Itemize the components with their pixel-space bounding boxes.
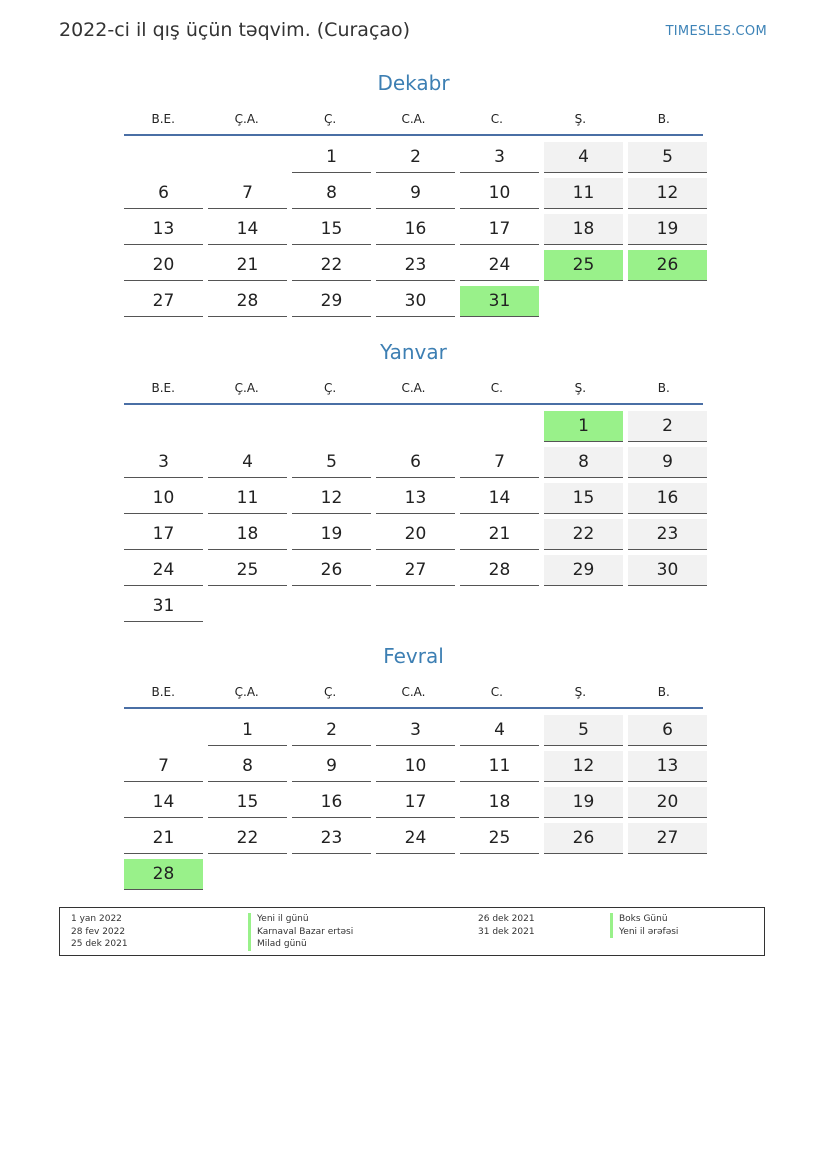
day-number: 27 — [124, 286, 203, 317]
day-number: 16 — [376, 214, 455, 245]
day-cell — [460, 211, 539, 247]
legend-dates-left — [71, 913, 128, 951]
month-title: Yanvar — [380, 340, 447, 364]
weekday-label: C.A. — [401, 685, 426, 699]
day-cell — [544, 784, 623, 820]
holiday-day-cell — [628, 247, 707, 283]
day-number: 18 — [208, 519, 287, 550]
holiday-day-cell — [460, 283, 539, 319]
day-cell — [376, 444, 455, 480]
day-number: 4 — [208, 447, 287, 478]
weekday-label: C.A. — [401, 112, 426, 126]
day-cell — [544, 712, 623, 748]
day-number: 31 — [460, 286, 539, 317]
day-cell — [544, 175, 623, 211]
day-cell — [544, 820, 623, 856]
empty-cell — [208, 139, 287, 175]
day-cell — [292, 175, 371, 211]
day-number: 5 — [628, 142, 707, 173]
day-cell — [460, 139, 539, 175]
day-cell — [544, 516, 623, 552]
weekday-label: Ş. — [574, 685, 587, 699]
weekday-label: Ç.A. — [234, 112, 259, 126]
day-cell — [628, 516, 707, 552]
day-number: 25 — [460, 823, 539, 854]
day-number: 15 — [544, 483, 623, 514]
holiday-day-cell — [544, 408, 623, 444]
legend-names-right — [610, 913, 678, 938]
month-title: Fevral — [383, 644, 444, 668]
legend-holiday-date: 1 yan 2022 — [71, 914, 122, 924]
day-cell — [124, 820, 203, 856]
day-number: 17 — [376, 787, 455, 818]
day-number: 21 — [124, 823, 203, 854]
day-number: 10 — [376, 751, 455, 782]
day-cell — [208, 516, 287, 552]
weekday-label: C. — [490, 381, 503, 395]
month-calendar-1 — [124, 337, 703, 624]
day-number: 21 — [460, 519, 539, 550]
weekday-label: Ç.A. — [234, 685, 259, 699]
day-cell — [292, 283, 371, 319]
weekday-label: Ç.A. — [234, 381, 259, 395]
day-cell — [208, 748, 287, 784]
weekday-label: B.E. — [151, 381, 175, 395]
day-number: 12 — [544, 751, 623, 782]
day-number: 18 — [544, 214, 623, 245]
day-cell — [628, 552, 707, 588]
day-cell — [376, 480, 455, 516]
day-number: 9 — [376, 178, 455, 209]
weekday-label: C. — [490, 112, 503, 126]
day-cell — [208, 820, 287, 856]
legend-holiday-name: Boks Günü — [610, 913, 678, 926]
day-cell — [460, 444, 539, 480]
day-number: 26 — [544, 823, 623, 854]
day-grid — [124, 712, 703, 892]
day-number: 23 — [628, 519, 707, 550]
weekday-header — [124, 677, 703, 709]
day-cell — [376, 139, 455, 175]
day-number: 24 — [460, 250, 539, 281]
legend-holiday-date: 31 dek 2021 — [478, 926, 535, 937]
day-cell — [124, 211, 203, 247]
day-number: 6 — [124, 178, 203, 209]
day-cell — [460, 247, 539, 283]
weekday-label: Ş. — [574, 112, 587, 126]
day-number: 26 — [628, 250, 707, 281]
day-number: 8 — [208, 751, 287, 782]
day-cell — [376, 712, 455, 748]
weekday-header — [124, 104, 703, 136]
day-cell — [460, 748, 539, 784]
day-number: 23 — [376, 250, 455, 281]
weekday-label: B.E. — [151, 112, 175, 126]
day-cell — [208, 283, 287, 319]
day-number: 7 — [124, 751, 203, 782]
day-cell — [208, 552, 287, 588]
day-cell — [628, 712, 707, 748]
day-number: 16 — [628, 483, 707, 514]
day-number: 24 — [376, 823, 455, 854]
weekday-label: B. — [657, 685, 670, 699]
empty-cell — [376, 408, 455, 444]
day-cell — [544, 552, 623, 588]
day-cell — [292, 247, 371, 283]
day-number: 13 — [376, 483, 455, 514]
holiday-day-cell — [124, 856, 203, 892]
day-number: 29 — [292, 286, 371, 317]
day-cell — [292, 552, 371, 588]
day-number: 22 — [292, 250, 371, 281]
day-number: 30 — [628, 555, 707, 586]
day-cell — [124, 516, 203, 552]
day-cell — [292, 139, 371, 175]
day-cell — [460, 175, 539, 211]
day-number: 11 — [544, 178, 623, 209]
day-cell — [124, 588, 203, 624]
day-cell — [628, 139, 707, 175]
day-number: 3 — [460, 142, 539, 173]
day-cell — [208, 444, 287, 480]
day-number: 5 — [292, 447, 371, 478]
day-number: 3 — [376, 715, 455, 746]
day-cell — [376, 784, 455, 820]
day-number: 20 — [376, 519, 455, 550]
day-cell — [376, 247, 455, 283]
day-cell — [460, 784, 539, 820]
day-number: 7 — [460, 447, 539, 478]
day-number: 22 — [544, 519, 623, 550]
empty-cell — [460, 408, 539, 444]
day-number: 9 — [628, 447, 707, 478]
day-cell — [124, 283, 203, 319]
legend-holiday-date: 28 fev 2022 — [71, 926, 126, 937]
month-title: Dekabr — [377, 71, 450, 95]
legend-dates-right — [478, 913, 535, 938]
legend-holiday-date: 26 dek 2021 — [478, 914, 535, 924]
empty-cell — [124, 408, 203, 444]
legend-holiday-name: Yeni il ərəfəsi — [610, 926, 678, 939]
day-cell — [124, 247, 203, 283]
day-cell — [460, 712, 539, 748]
day-cell — [628, 175, 707, 211]
day-cell — [376, 211, 455, 247]
day-number: 10 — [460, 178, 539, 209]
day-cell — [292, 516, 371, 552]
day-number: 10 — [124, 483, 203, 514]
day-cell — [292, 748, 371, 784]
day-number: 3 — [124, 447, 203, 478]
day-number: 27 — [376, 555, 455, 586]
weekday-label: C. — [490, 685, 503, 699]
day-number: 12 — [628, 178, 707, 209]
day-cell — [544, 480, 623, 516]
day-cell — [376, 748, 455, 784]
day-number: 2 — [376, 142, 455, 173]
legend-holiday-date: 25 dek 2021 — [71, 939, 128, 949]
day-number: 28 — [124, 859, 203, 890]
day-number: 29 — [544, 555, 623, 586]
day-cell — [208, 247, 287, 283]
day-cell — [124, 444, 203, 480]
day-cell — [628, 444, 707, 480]
day-number: 28 — [460, 555, 539, 586]
day-number: 19 — [544, 787, 623, 818]
day-cell — [544, 211, 623, 247]
day-number: 7 — [208, 178, 287, 209]
legend-holiday-name: Yeni il günü — [248, 913, 353, 926]
day-number: 18 — [460, 787, 539, 818]
day-cell — [628, 820, 707, 856]
day-number: 8 — [544, 447, 623, 478]
empty-cell — [208, 408, 287, 444]
day-number: 16 — [292, 787, 371, 818]
day-cell — [376, 175, 455, 211]
day-grid — [124, 139, 703, 319]
day-number: 2 — [628, 411, 707, 442]
day-number: 17 — [460, 214, 539, 245]
day-number: 19 — [628, 214, 707, 245]
legend-names-left — [248, 913, 353, 951]
day-number: 1 — [544, 411, 623, 442]
page-title: 2022-ci il qış üçün təqvim. (Curaçao) — [59, 19, 411, 41]
day-cell — [292, 820, 371, 856]
weekday-label: Ş. — [574, 381, 587, 395]
weekday-header — [124, 373, 703, 405]
site-link[interactable]: TIMESLES.COM — [665, 24, 767, 39]
empty-cell — [124, 139, 203, 175]
day-cell — [208, 211, 287, 247]
day-number: 14 — [460, 483, 539, 514]
day-cell — [544, 444, 623, 480]
day-number: 12 — [292, 483, 371, 514]
day-number: 2 — [292, 715, 371, 746]
day-cell — [460, 552, 539, 588]
day-cell — [124, 784, 203, 820]
day-number: 1 — [292, 142, 371, 173]
day-number: 9 — [292, 751, 371, 782]
day-cell — [292, 784, 371, 820]
day-number: 17 — [124, 519, 203, 550]
day-number: 8 — [292, 178, 371, 209]
day-number: 30 — [376, 286, 455, 317]
day-number: 25 — [208, 555, 287, 586]
day-grid — [124, 408, 703, 624]
day-number: 13 — [124, 214, 203, 245]
day-cell — [124, 552, 203, 588]
day-cell — [292, 480, 371, 516]
day-number: 6 — [628, 715, 707, 746]
day-cell — [292, 444, 371, 480]
day-number: 14 — [124, 787, 203, 818]
day-cell — [460, 516, 539, 552]
legend-holiday-name: Karnaval Bazar ertəsi — [248, 926, 353, 939]
weekday-label: Ç. — [323, 381, 337, 395]
weekday-label: Ç. — [323, 112, 337, 126]
weekday-label: B. — [657, 112, 670, 126]
day-number: 13 — [628, 751, 707, 782]
weekday-label: B.E. — [151, 685, 175, 699]
day-number: 5 — [544, 715, 623, 746]
month-calendar-0 — [124, 68, 703, 319]
weekday-label: C.A. — [401, 381, 426, 395]
legend-holiday-name: Milad günü — [248, 938, 353, 951]
holiday-legend — [59, 907, 765, 956]
day-number: 6 — [376, 447, 455, 478]
day-cell — [208, 712, 287, 748]
day-number: 23 — [292, 823, 371, 854]
day-cell — [628, 784, 707, 820]
day-cell — [628, 211, 707, 247]
day-cell — [460, 480, 539, 516]
day-number: 20 — [628, 787, 707, 818]
day-cell — [628, 480, 707, 516]
day-cell — [376, 552, 455, 588]
day-number: 25 — [544, 250, 623, 281]
day-number: 11 — [208, 483, 287, 514]
empty-cell — [292, 408, 371, 444]
day-number: 4 — [460, 715, 539, 746]
day-cell — [124, 175, 203, 211]
weekday-label: Ç. — [323, 685, 337, 699]
day-number: 15 — [292, 214, 371, 245]
day-number: 20 — [124, 250, 203, 281]
day-cell — [124, 480, 203, 516]
day-number: 1 — [208, 715, 287, 746]
day-number: 4 — [544, 142, 623, 173]
day-cell — [628, 748, 707, 784]
day-cell — [460, 820, 539, 856]
day-number: 11 — [460, 751, 539, 782]
day-cell — [208, 175, 287, 211]
month-calendar-2 — [124, 641, 703, 892]
day-cell — [208, 480, 287, 516]
day-cell — [292, 211, 371, 247]
day-cell — [376, 820, 455, 856]
day-cell — [376, 283, 455, 319]
day-number: 24 — [124, 555, 203, 586]
day-number: 22 — [208, 823, 287, 854]
day-number: 27 — [628, 823, 707, 854]
empty-cell — [124, 712, 203, 748]
day-cell — [208, 784, 287, 820]
day-cell — [544, 139, 623, 175]
day-cell — [376, 516, 455, 552]
day-cell — [292, 712, 371, 748]
day-cell — [124, 748, 203, 784]
day-number: 21 — [208, 250, 287, 281]
day-number: 26 — [292, 555, 371, 586]
day-number: 31 — [124, 591, 203, 622]
day-cell — [544, 748, 623, 784]
day-number: 14 — [208, 214, 287, 245]
day-cell — [628, 408, 707, 444]
holiday-day-cell — [544, 247, 623, 283]
day-number: 28 — [208, 286, 287, 317]
day-number: 19 — [292, 519, 371, 550]
day-number: 15 — [208, 787, 287, 818]
weekday-label: B. — [657, 381, 670, 395]
